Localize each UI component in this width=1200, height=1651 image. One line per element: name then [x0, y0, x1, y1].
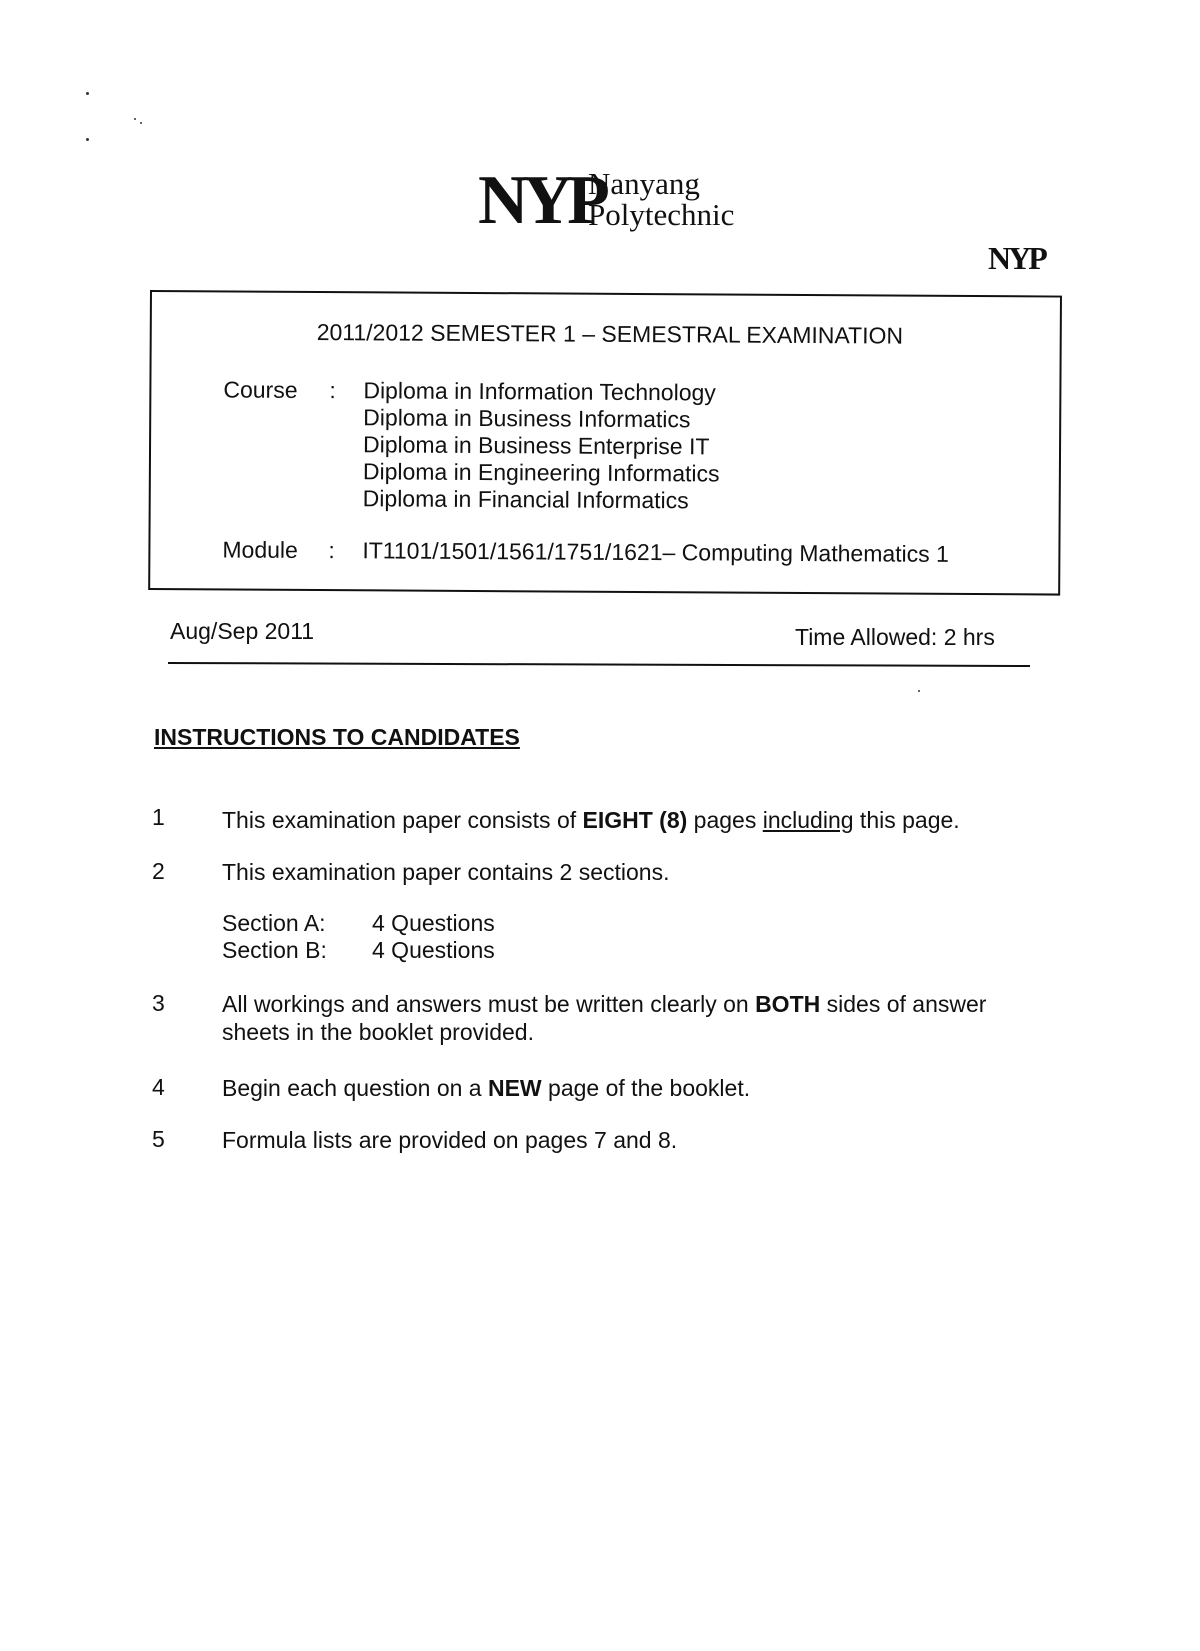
logo-name	[588, 168, 734, 230]
instruction-text: This examination paper consists of	[222, 807, 583, 833]
instruction-text: page of the booklet.	[541, 1075, 751, 1101]
instruction-item: This examination paper contains 2 sections.	[222, 859, 670, 885]
scan-speck	[918, 690, 920, 692]
instruction-text: All workings and answers must be written clearly on	[222, 991, 756, 1017]
time-allowed: Time Allowed: 2 hrs	[795, 624, 995, 650]
course-list	[363, 377, 720, 514]
exam-date: Aug/Sep 2011	[170, 618, 315, 644]
scan-speck	[86, 92, 89, 95]
instruction-number: 3	[152, 990, 165, 1016]
module-label: Module	[222, 536, 298, 563]
instructions-heading: INSTRUCTIONS TO CANDIDATES	[154, 724, 520, 750]
course-label: Course	[223, 376, 298, 403]
scan-speck	[134, 118, 136, 120]
course-item: Diploma in Business Enterprise IT	[362, 431, 710, 460]
instruction-text: sides of answer sheets in the booklet provided.	[222, 991, 987, 1045]
logo-name-line2: Polytechnic	[588, 197, 735, 232]
section-label: Section A:	[222, 910, 326, 936]
exam-header-box	[148, 290, 1062, 596]
instruction-text: Begin each question on a	[222, 1075, 488, 1101]
instruction-bold: EIGHT (8)	[582, 807, 688, 833]
nyp-small-logo: NYP	[988, 240, 1045, 276]
instruction-item	[222, 806, 1032, 834]
section-value: 4 Questions	[372, 937, 495, 963]
instruction-item	[222, 1074, 1032, 1102]
course-item: Diploma in Engineering Informatics	[362, 458, 720, 487]
instruction-bold: BOTH	[755, 991, 821, 1017]
instruction-item	[222, 990, 1022, 1046]
instruction-text: pages	[687, 807, 763, 833]
nyp-logo	[478, 162, 738, 239]
instruction-number: 2	[152, 858, 165, 884]
course-colon: :	[329, 377, 336, 404]
logo-mark: NYP	[478, 162, 604, 239]
course-item: Diploma in Business Informatics	[363, 404, 691, 433]
scan-speck	[86, 138, 89, 141]
logo-name-line1: Nanyang	[588, 166, 700, 201]
course-item: Diploma in Information Technology	[363, 377, 716, 406]
course-item: Diploma in Financial Informatics	[362, 485, 689, 514]
exam-title: 2011/2012 SEMESTER 1 – SEMESTRAL EXAMINATION	[316, 319, 904, 349]
instruction-text: this page.	[853, 807, 960, 833]
section-value: 4 Questions	[372, 910, 495, 936]
instruction-number: 4	[152, 1074, 165, 1100]
scan-speck	[140, 122, 142, 124]
instruction-bold: NEW	[487, 1075, 542, 1101]
module-colon: :	[328, 537, 335, 564]
instruction-item: Formula lists are provided on pages 7 and 8.	[222, 1127, 678, 1153]
divider-rule	[168, 662, 1030, 667]
instruction-number: 5	[152, 1126, 165, 1152]
module-value: IT1101/1501/1561/1751/1621– Computing Mathematics 1	[362, 537, 949, 567]
instruction-underline: including	[762, 807, 854, 833]
section-label: Section B:	[222, 937, 327, 963]
instruction-number: 1	[152, 804, 165, 830]
